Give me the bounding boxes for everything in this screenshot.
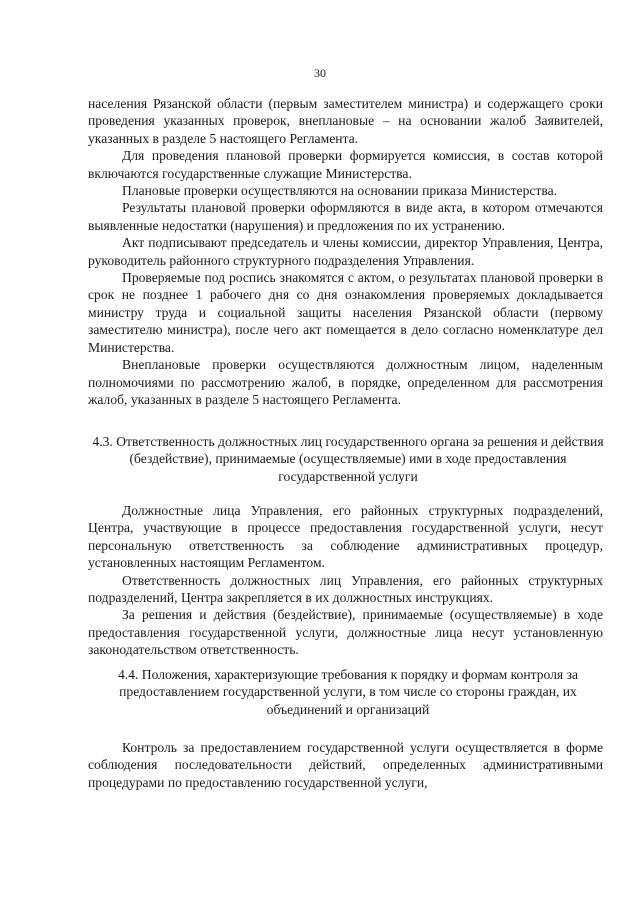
- section-4-4-body: [88, 739, 603, 791]
- paragraph: Проверяемые под роспись знакомятся с актом, о результатах плановой проверки в срок не позднее 1 рабочего дня со дня ознакомления проверяемых докладывается министру труда и социальной защиты населения Рязанской области (первому заместителю министра), после чего акт помещается в дело согласно номенклатуре дел Министерства.: [88, 270, 603, 355]
- section-4-3-body: [88, 502, 603, 659]
- paragraph: Для проведения плановой проверки формируется комиссия, в состав которой включаются государственные служащие Министерства.: [88, 148, 603, 181]
- paragraph: Акт подписывают председатель и члены комиссии, директор Управления, Центра, руководитель районного структурного подразделения Управления.: [88, 235, 603, 268]
- paragraph: Контроль за предоставлением государственной услуги осуществляется в форме соблюдения последовательности действий, определенных административными процедурами по предоставлению государственной услуги,: [88, 740, 603, 790]
- paragraph: Результаты плановой проверки оформляются в виде акта, в котором отмечаются выявленные недостатки (нарушения) и предложения по их устранению.: [88, 200, 603, 233]
- paragraph: населения Рязанской области (первым заместителем министра) и содержащего сроки проведения указанных проверок, внеплановые – на основании жалоб Заявителей, указанных в разделе 5 настоящего Регламента.: [88, 96, 603, 146]
- section-heading-4-4: 4.4. Положения, характеризующие требования к порядку и формам контроля за предоставлением государственной услуги, в том числе со стороны граждан, их объединений и организаций: [117, 667, 578, 717]
- paragraph: Ответственность должностных лиц Управления, его районных структурных подразделений, Центра закрепляется в их должностных инструкциях.: [88, 572, 603, 606]
- paragraph: Внеплановые проверки осуществляются должностным лицом, наделенным полномочиями по рассмотрению жалоб, в порядке, определенном для рассмотрения жалоб, указанных в разделе 5 настоящего Регламента.: [88, 357, 603, 407]
- page-number: 30: [314, 66, 326, 80]
- paragraph: Должностные лица Управления, его районных структурных подразделений, Центра, участвующие в процессе предоставления государственной услуги, несут персональную ответственность за соблюдение административных процедур, установленных настоящим Регламентом.: [88, 503, 603, 571]
- section-heading-4-3: 4.3. Ответственность должностных лиц государственного органа за решения и действия (бездействие), принимаемые (осуществляемые) ими в ходе предоставления государственной услуги: [92, 434, 604, 484]
- section-4-2-continuation: [88, 95, 603, 408]
- paragraph: Плановые проверки осуществляются на основании приказа Министерства.: [122, 183, 558, 199]
- paragraph: За решения и действия (бездействие), принимаемые (осуществляемые) в ходе предоставления государственной услуги, должностные лица несут установленную законодательством ответственность.: [88, 607, 603, 658]
